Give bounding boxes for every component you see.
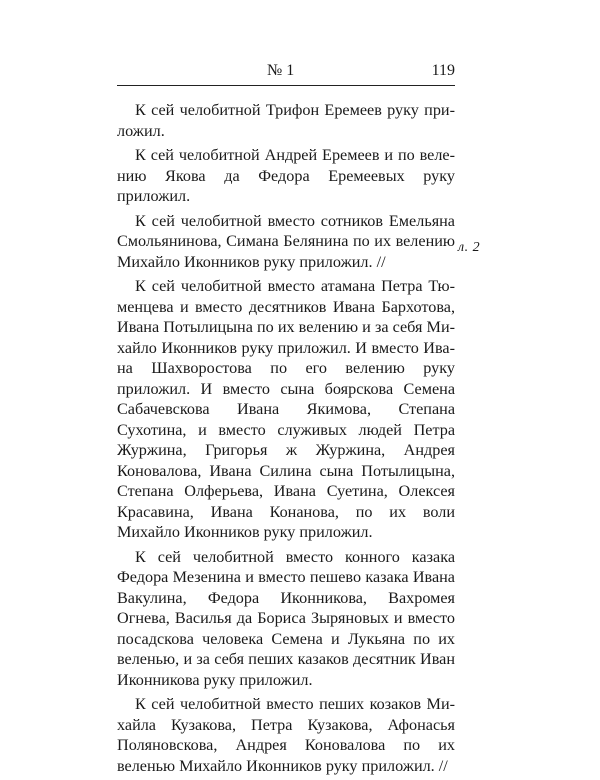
paragraph-1: К сей челобитной Трифон Еремеев руку приложил. bbox=[117, 101, 455, 140]
header-rule bbox=[117, 85, 455, 86]
paragraph-3: К сей челобитной вместо сотников Емельяна Смольянинова, Симана Белянина по их велению Михайло Иконников руку приложил. // bbox=[117, 211, 455, 271]
document-number: № 1 bbox=[267, 62, 295, 79]
running-header bbox=[117, 62, 455, 86]
paragraph-6: К сей челобитной вместо пеших козаков Михайла Кузакова, Петра Кузакова, Афонасья Поляновскова, Андрея Коновалова по их веленью Михайло Иконников руку приложил. // bbox=[117, 695, 455, 775]
page-number: 119 bbox=[431, 62, 455, 79]
body-text bbox=[117, 100, 455, 780]
paragraph-5: К сей челобитной вместо конного казака Федора Мезенина и вместо пешево казака Ивана Вакулина, Федора Иконникова, Вахромея Огнева, Василья да Бориса Зыряновых и вместо посадскова человека Семена и Лукьяна по их веленью, и за себя пеших казаков десятник Иван Иконникова руку приложил. bbox=[117, 547, 455, 689]
paragraph-4: К сей челобитной вместо атамана Петра Тюменцева и вместо десятников Ивана Бархотова, Ивана Потылицына по их велению и за себя Михайло Иконников руку приложил. И вместо Ивана Шахворостова по его велению руку приложил. И вместо сына боярскова Семена Сабачевскова Ивана Якимова, Степана Сухотина, и вместо служивых людей Петра Журжина, Григорья ж Журжина, Андрея Коновалова, Ивана Силина сына Потылицына, Степана Олферьева, Ивана Суетина, Олексея Красавина, Ивана Конанова, по их воли Михайло Иконников руку приложил. bbox=[117, 277, 455, 541]
margin-note-folio: л. 2 bbox=[458, 240, 481, 255]
paragraph-2: К сей челобитной Андрей Еремеев и по велению Якова да Федора Еремеевых руку приложил. bbox=[117, 146, 455, 205]
